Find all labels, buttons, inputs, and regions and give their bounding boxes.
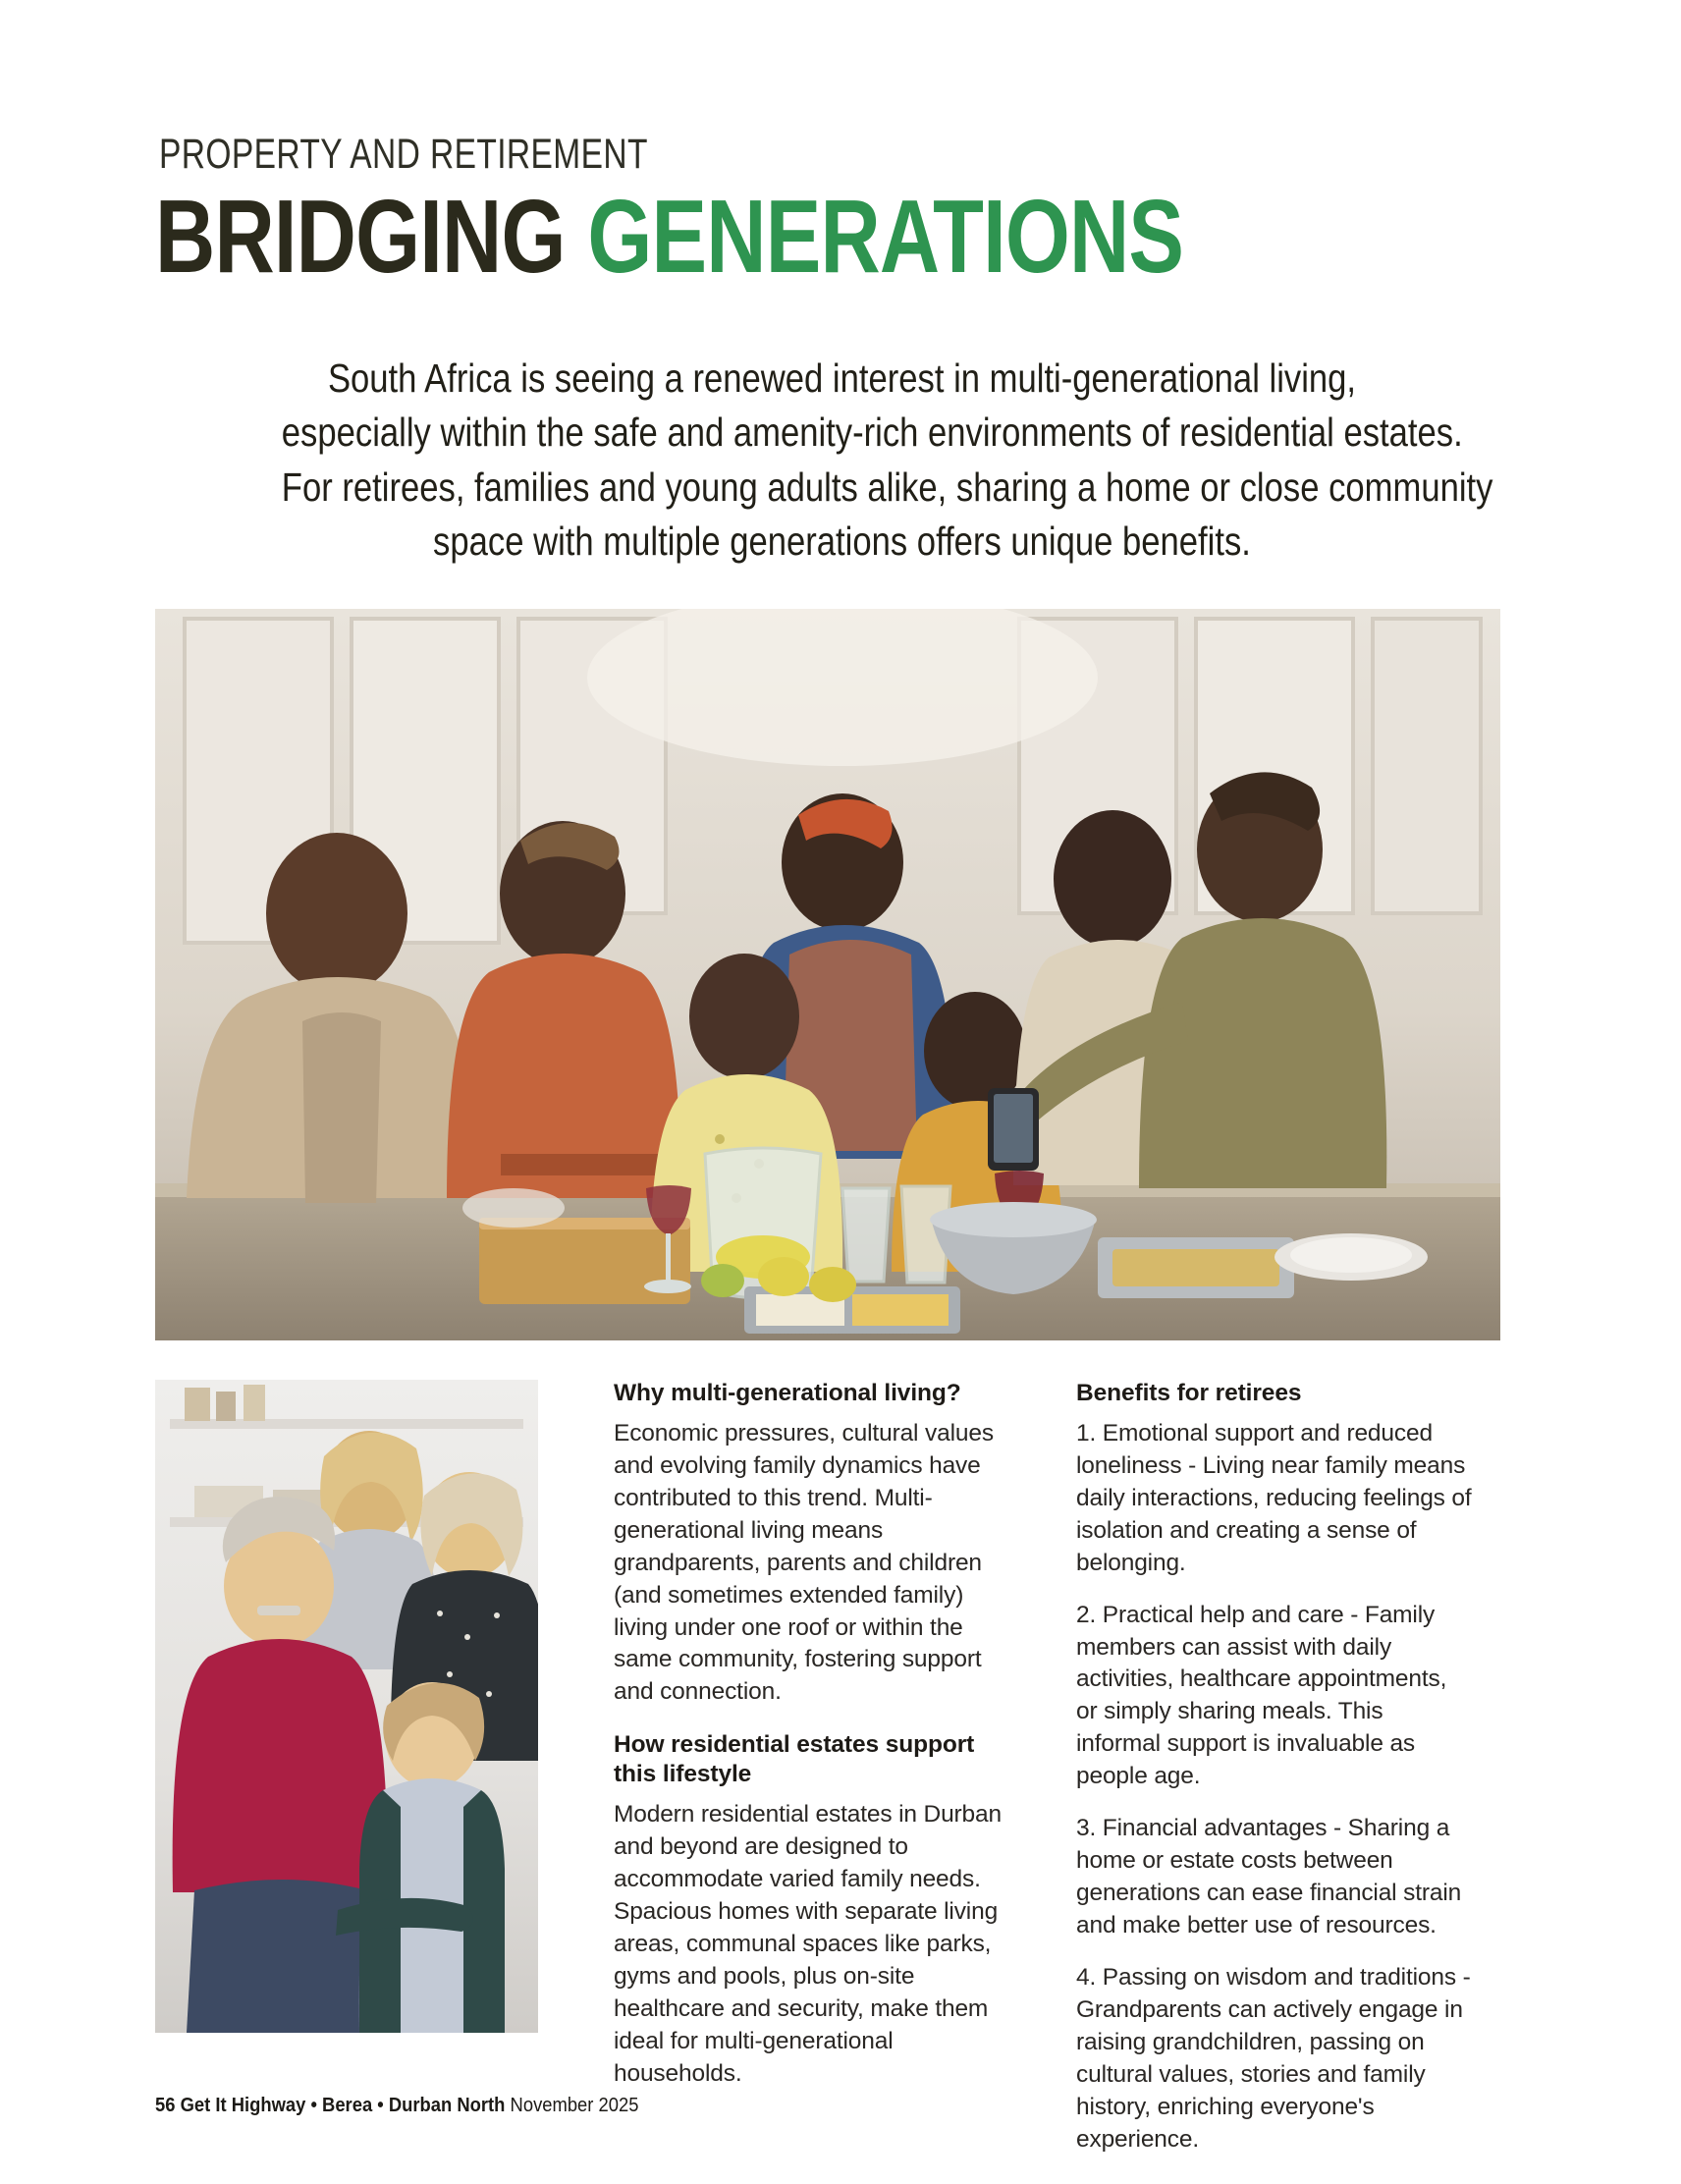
standfirst-line-2: especially within the safe and amenity-rich environments of residential estates. [281, 410, 1463, 456]
hero-photo-illustration [155, 609, 1500, 1340]
standfirst-line-1: South Africa is seeing a renewed interest in multi-generational living, [327, 355, 1357, 401]
benefit-item-1: 1. Emotional support and reduced loneliness - Living near family means daily interactions, reducing feelings of isolation and creating a sense of belonging. [1076, 1419, 1472, 1576]
text-column-middle [614, 1379, 1011, 2091]
secondary-photo-illustration [155, 1380, 538, 2033]
hero-photo [155, 609, 1500, 1340]
column-heading-how-residential-estates-support: How residential estates support this lifestyle [614, 1731, 975, 1788]
section-kicker: PROPERTY AND RETIREMENT [159, 131, 648, 178]
headline-word-bridging: BRIDGING [155, 179, 566, 295]
footer-issue-date: November 2025 [510, 2095, 639, 2116]
benefit-item-4: 4. Passing on wisdom and traditions -Grandparents can actively engage in raising grandchildren, passing on cultural values, stories and family history, enriching everyone's experience. [1076, 1963, 1471, 2153]
page-footer [155, 2096, 638, 2115]
footer-publication: 56 Get It Highway • Berea • Durban North [155, 2095, 506, 2116]
benefit-item-3: 3. Financial advantages - Sharing a home or estate costs between generations can ease financial strain and make better use of resources. [1076, 1815, 1462, 1938]
standfirst-line-4: space with multiple generations offers unique benefits. [433, 519, 1251, 565]
secondary-photo [155, 1380, 538, 2033]
column-heading-why-multi-generational-living: Why multi-generational living? [614, 1380, 961, 1406]
headline-word-generations: GENERATIONS [587, 179, 1184, 295]
column-paragraph-why-multi-generational-living: Economic pressures, cultural values and evolving family dynamics have contributed to this trend. Multi-generational living means grandparents, parents and children (and sometimes extended family) living under one roof or within the same community, fostering support and connection. [614, 1419, 994, 1706]
text-column-right [1076, 1379, 1474, 2157]
column-heading-benefits-for-retirees: Benefits for retirees [1076, 1380, 1302, 1406]
column-paragraph-how-residential-estates-support: Modern residential estates in Durban and beyond are designed to accommodate varied family needs. Spacious homes with separate living areas, communal spaces like parks, gyms and pools, plus on-site healthcare and security, make them ideal for multi-generational households. [614, 1801, 1002, 2087]
article-standfirst [281, 352, 1493, 570]
standfirst-line-3: For retirees, families and young adults alike, sharing a home or close community [281, 464, 1493, 510]
page-title [155, 179, 1184, 295]
benefit-item-2: 2. Practical help and care - Family members can assist with daily activities, healthcare appointments, or simply sharing meals. This informal support is invaluable as people age. [1076, 1601, 1447, 1790]
